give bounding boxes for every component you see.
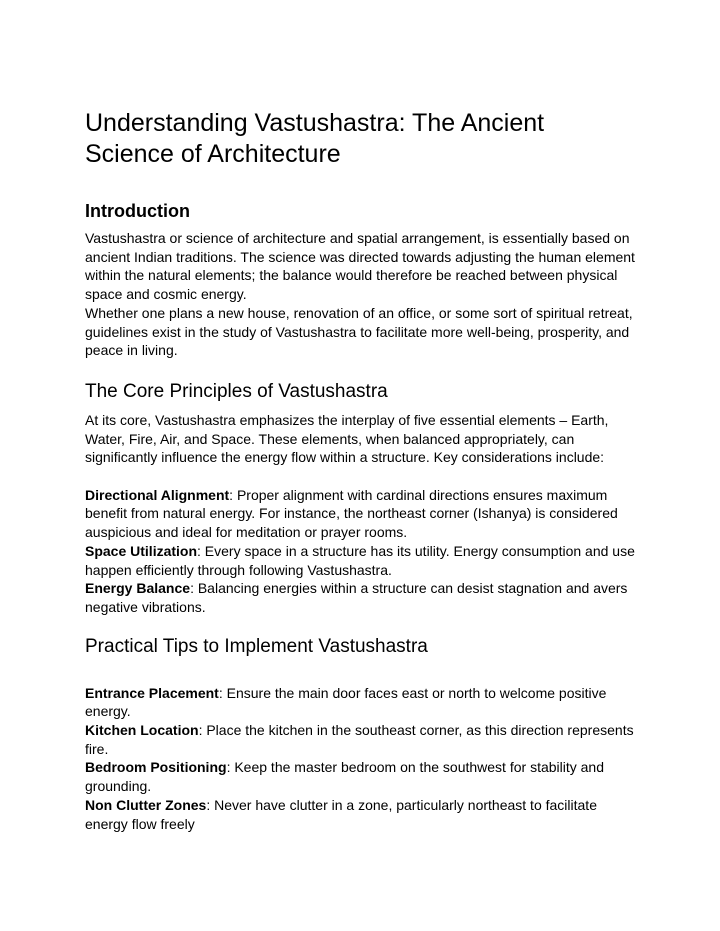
practical-tips-heading: Practical Tips to Implement Vastushastra [85, 635, 428, 657]
principle-text: : Proper alignment with cardinal directions ensures maximum benefit from natural energy. For instance, the northeast corner (Ishanya) is considered auspicious and ideal for meditation or prayer rooms. [85, 486, 618, 541]
principle-term: Directional Alignment [85, 486, 230, 503]
document-body [85, 108, 637, 833]
tip-text: : Never have clutter in a zone, particularly northeast to facilitate energy flow freely [85, 796, 597, 832]
tip-term: Bedroom Positioning [85, 759, 227, 776]
tip-item [85, 796, 637, 833]
tip-term: Kitchen Location [85, 722, 199, 739]
core-principles-heading: The Core Principles of Vastushastra [85, 380, 388, 402]
tip-text: : Place the kitchen in the southeast corner, as this direction represents fire. [85, 722, 634, 757]
tip-item [85, 721, 637, 758]
tip-term: Non Clutter Zones [85, 796, 207, 813]
core-principles-section [85, 380, 637, 617]
principle-term: Space Utilization [85, 542, 198, 559]
tip-text: : Keep the master bedroom on the southwest for stability and grounding. [85, 759, 604, 795]
principle-text: : Every space in a structure has its utility. Energy consumption and use happen efficiently through following Vastushastra. [85, 542, 635, 578]
principle-item [85, 542, 637, 579]
introduction-paragraph: Whether one plans a new house, renovation of an office, or some sort of spiritual retreat, guidelines exist in the study of Vastushastra to facilitate more well-being, prosperity, and peace in living. [85, 304, 633, 359]
tip-item [85, 684, 637, 721]
principle-term: Energy Balance [85, 580, 191, 597]
tip-term: Entrance Placement [85, 684, 219, 701]
tip-text: : Ensure the main door faces east or north to welcome positive energy. [85, 684, 607, 720]
principle-text: : Balancing energies within a structure can desist stagnation and avers negative vibrations. [85, 580, 628, 615]
introduction-paragraph: Vastushastra or science of architecture and spatial arrangement, is essentially based on ancient Indian traditions. The science was directed towards adjusting the human element within the natural elements; the balance would therefore be reached between physical space and cosmic energy. [85, 230, 635, 303]
core-principles-intro: At its core, Vastushastra emphasizes the interplay of five essential elements – Earth, Water, Fire, Air, and Space. These elements, when balanced appropriately, can significantly influence the energy flow within a structure. Key considerations include: [85, 411, 609, 466]
document-title: Understanding Vastushastra: The Ancient Science of Architecture [85, 109, 545, 168]
introduction-heading: Introduction [85, 201, 190, 221]
principle-item [85, 486, 637, 542]
tip-item [85, 758, 637, 795]
principle-item [85, 579, 637, 616]
practical-tips-section [85, 635, 637, 834]
